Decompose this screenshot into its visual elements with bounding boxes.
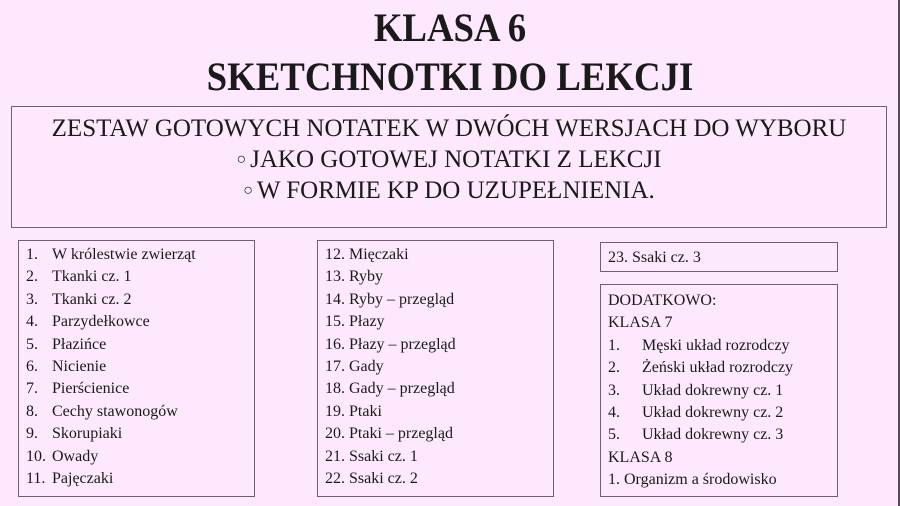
list-item: 19. Ptaki (325, 402, 382, 420)
list-item: 15. Płazy (325, 313, 385, 331)
lesson-list-1 (18, 240, 255, 497)
list-item: 23. Ssaki cz. 3 (608, 249, 701, 266)
list-item: 12. Mięczaki (325, 246, 409, 263)
list-item: 4. Parzydełkowce (26, 313, 150, 331)
list-item: 5. Układ dokrewny cz. 3 (608, 426, 784, 444)
list-item: 2. Żeński układ rozrodczy (608, 359, 794, 377)
extra-heading: DODATKOWO: (608, 292, 717, 309)
list-item: 17. Gady (325, 358, 384, 376)
info-description: ZESTAW GOTOWYCH NOTATEK W DWÓCH WERSJACH DO WYBORU (51, 115, 847, 142)
page-title: KLASA 6 (373, 5, 527, 50)
list-item: 11. Pajęczaki (26, 470, 114, 488)
lesson-list-3 (600, 242, 838, 272)
list-item: 2. Tkanki cz. 1 (26, 268, 132, 286)
klasa7-label: KLASA 7 (608, 314, 673, 332)
list-item: 16. Płazy – przegląd (325, 335, 456, 353)
list-item: 22. Ssaki cz. 2 (325, 470, 418, 488)
circle-bullet-icon: ○ (243, 182, 253, 199)
info-option-1: ○ JAKO GOTOWEJ NOTATKI Z LEKCJI (236, 146, 662, 173)
list-item: 3. Tkanki cz. 2 (26, 290, 132, 308)
list-item: 20. Ptaki – przegląd (325, 425, 453, 443)
list-item: 1. Męski układ rozrodczy (608, 336, 790, 354)
klasa8-label: KLASA 8 (608, 448, 673, 466)
circle-bullet-icon: ○ (236, 151, 247, 168)
list-item: 1. Organizm a środowisko (608, 471, 777, 489)
list-item: 21. Ssaki cz. 1 (325, 447, 418, 465)
list-item: 14. Ryby – przegląd (325, 290, 455, 308)
list-item: 10. Owady (26, 447, 99, 465)
lesson-list-2 (317, 240, 554, 497)
list-item: 18. Gady – przegląd (325, 380, 455, 398)
list-item: 8. Cechy stawonogów (26, 402, 178, 420)
info-option-2: ○ W FORMIE KP DO UZUPEŁNIENIA. (243, 177, 655, 204)
page-subtitle: SKETCHNOTKI DO LEKCJI (206, 54, 694, 99)
info-box (11, 106, 887, 228)
list-item: 6. Nicienie (26, 358, 107, 376)
list-item: 5. Płazińce (26, 335, 107, 353)
list-item: 3. Układ dokrewny cz. 1 (608, 381, 784, 399)
list-item: 9. Skorupiaki (26, 425, 123, 443)
extra-box (600, 284, 838, 497)
list-item: 13. Ryby (325, 268, 384, 286)
list-item: 4. Układ dokrewny cz. 2 (608, 404, 784, 422)
list-item: 7. Pierścienice (26, 380, 130, 398)
list-item: 1. W królestwie zwierząt (26, 246, 196, 263)
